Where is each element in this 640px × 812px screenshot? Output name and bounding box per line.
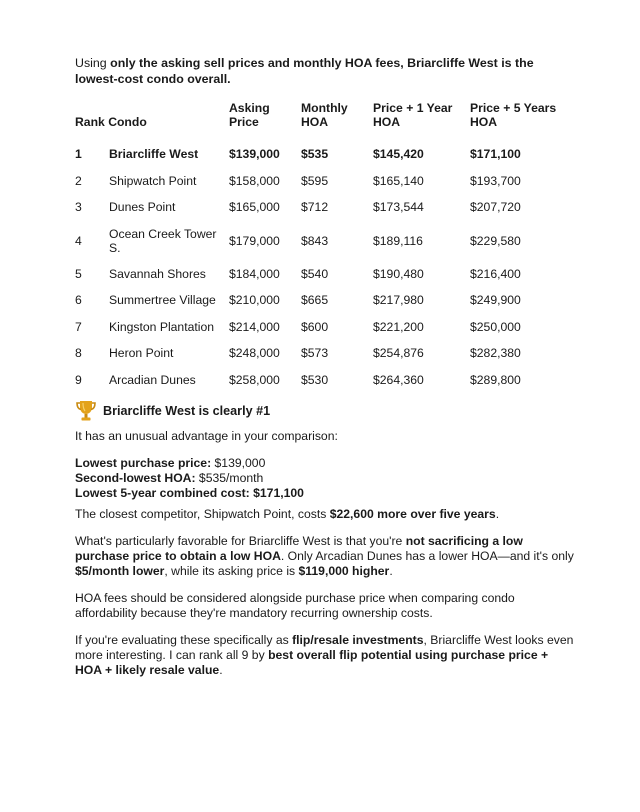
- price-5yr-cell: $289,800: [470, 372, 521, 387]
- winner-heading-text: Briarcliffe West is clearly #1: [103, 404, 271, 418]
- price-5yr-cell: $216,400: [470, 266, 521, 281]
- winner-facts: Lowest purchase price: $139,000 Second-lowest HOA: $535/month Lowest 5-year combined cost: $171,100: [75, 456, 304, 500]
- table-row: [75, 221, 575, 261]
- asking-cell: $210,000: [229, 293, 280, 308]
- header-asking-price: Asking Price: [229, 101, 270, 129]
- asking-cell: $258,000: [229, 372, 280, 387]
- price-1yr-cell: $190,480: [373, 266, 424, 281]
- rank-cell: 1: [75, 147, 82, 162]
- rank-cell: 5: [75, 266, 82, 281]
- table-row: [75, 287, 575, 314]
- asking-cell: $158,000: [229, 173, 280, 188]
- rank-cell: 8: [75, 346, 82, 361]
- price-5yr-cell: $207,720: [470, 200, 521, 215]
- competitor-note: The closest competitor, Shipwatch Point, costs $22,600 more over five years.: [75, 507, 500, 521]
- condo-cell: Savannah Shores: [109, 266, 206, 281]
- price-1yr-cell: $254,876: [373, 346, 424, 361]
- condo-cell: Briarcliffe West: [109, 147, 199, 162]
- condo-cell: Shipwatch Point: [109, 173, 197, 188]
- condo-cell: Dunes Point: [109, 200, 176, 215]
- condo-table: [75, 101, 575, 393]
- winner-heading: [75, 399, 575, 423]
- paragraph-hoa: HOA fees should be considered alongside purchase price when comparing condo affordability because they're mandatory recurring ownership costs.: [75, 591, 515, 620]
- rank-cell: 3: [75, 200, 82, 215]
- asking-cell: $184,000: [229, 266, 280, 281]
- table-row: [75, 367, 575, 394]
- price-1yr-cell: $145,420: [373, 147, 424, 162]
- hoa-cell: $712: [301, 200, 329, 215]
- table-row: [75, 314, 575, 341]
- header-monthly-hoa: Monthly HOA: [301, 101, 348, 129]
- paragraph-advantage: What's particularly favorable for Briarcliffe West is that you're not sacrificing a low purchase price to obtain a low HOA. Only Arcadian Dunes has a lower HOA—and it's only $5/month lower, while its asking price is $119,000 higher.: [75, 534, 574, 578]
- price-1yr-cell: $264,360: [373, 372, 424, 387]
- condo-cell: Arcadian Dunes: [109, 372, 196, 387]
- hoa-cell: $530: [301, 372, 329, 387]
- condo-cell: Heron Point: [109, 346, 174, 361]
- hoa-cell: $540: [301, 266, 329, 281]
- price-5yr-cell: $249,900: [470, 293, 521, 308]
- price-1yr-cell: $173,544: [373, 200, 424, 215]
- rank-cell: 4: [75, 233, 82, 248]
- rank-cell: 2: [75, 173, 82, 188]
- asking-cell: $139,000: [229, 147, 280, 162]
- rank-cell: 7: [75, 319, 82, 334]
- price-5yr-cell: $229,580: [470, 233, 521, 248]
- hoa-cell: $595: [301, 173, 329, 188]
- header-price-1-year: Price + 1 Year HOA: [373, 101, 453, 129]
- paragraph-flip: If you're evaluating these specifically as flip/resale investments, Briarcliffe West looks even more interesting. I can rank all 9 by best overall flip potential using purchase price + HOA + likely resale value.: [75, 633, 574, 677]
- condo-cell: Kingston Plantation: [109, 319, 215, 334]
- table-header-row: [75, 101, 575, 141]
- rank-cell: 9: [75, 372, 82, 387]
- hoa-cell: $535: [301, 147, 329, 162]
- hoa-cell: $573: [301, 346, 329, 361]
- hoa-cell: $843: [301, 233, 329, 248]
- price-5yr-cell: $282,380: [470, 346, 521, 361]
- table-row: [75, 340, 575, 367]
- condo-cell: Summertree Village: [109, 293, 216, 308]
- document-page: [75, 55, 575, 678]
- asking-cell: $165,000: [229, 200, 280, 215]
- header-price-5-years: Price + 5 Years HOA: [470, 101, 557, 129]
- price-1yr-cell: $189,116: [373, 233, 423, 248]
- rank-cell: 6: [75, 293, 82, 308]
- table-row: [75, 141, 575, 168]
- intro-text: Using only the asking sell prices and monthly HOA fees, Briarcliffe West is the lowest-cost condo overall.: [75, 56, 534, 86]
- price-5yr-cell: $250,000: [470, 319, 521, 334]
- condo-cell: Ocean Creek Tower S.: [109, 226, 217, 255]
- hoa-cell: $665: [301, 293, 329, 308]
- price-1yr-cell: $221,200: [373, 319, 424, 334]
- price-1yr-cell: $165,140: [373, 173, 424, 188]
- price-5yr-cell: $193,700: [470, 173, 521, 188]
- hoa-cell: $600: [301, 319, 329, 334]
- table-row: [75, 168, 575, 195]
- winner-subtitle: It has an unusual advantage in your comparison:: [75, 429, 338, 443]
- asking-cell: $248,000: [229, 346, 280, 361]
- header-rank-condo: Rank Condo: [75, 115, 147, 129]
- trophy-icon: [75, 399, 97, 423]
- price-5yr-cell: $171,100: [470, 147, 521, 162]
- asking-cell: $214,000: [229, 319, 280, 334]
- table-row: [75, 261, 575, 288]
- table-row: [75, 194, 575, 221]
- asking-cell: $179,000: [229, 233, 280, 248]
- price-1yr-cell: $217,980: [373, 293, 424, 308]
